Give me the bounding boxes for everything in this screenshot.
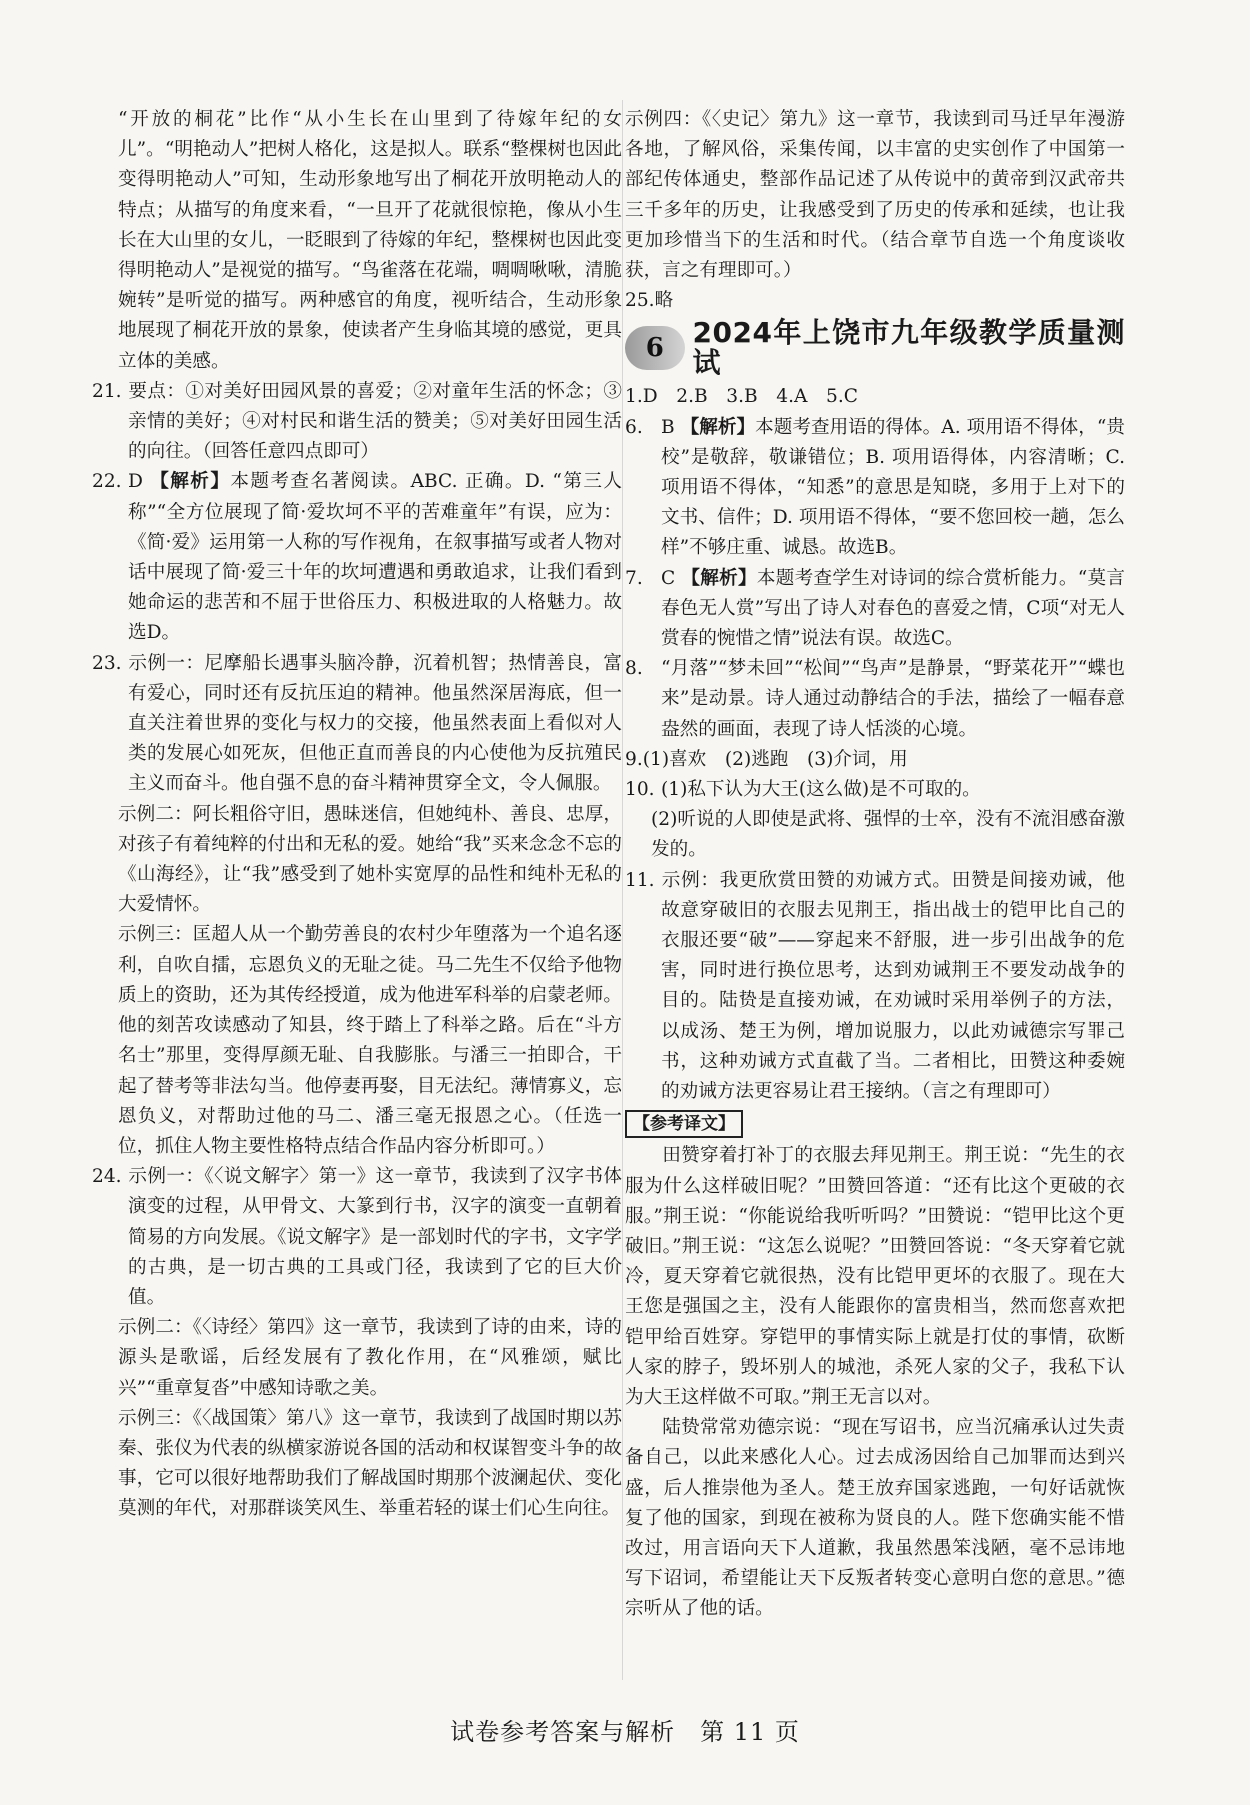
- left-column: [92, 105, 622, 1525]
- answer-25: 25.略: [625, 290, 674, 312]
- answer-23-example-2: 示例二：阿长粗俗守旧，愚昧迷信，但她纯朴、善良、忠厚，对孩子有着纯粹的付出和无私的爱。她给“我”买来念念不忘的《山海经》，让“我”感受到了她朴实宽厚的品性和纯朴无私的大爱情怀。: [118, 803, 622, 916]
- q20-continuation: “开放的桐花”比作“从小生长在山里到了待嫁年纪的女儿”。“明艳动人”把树人格化，这是拟人。联系“整棵树也因此变得明艳动人”可知，生动形象地写出了桐花开放明艳动人的特点；从描写的角度来看，“一旦开了花就很惊艳，像从小生长在大山里的女儿，一眨眼到了待嫁的年纪，整棵树也因此变得明艳动人”是视觉的描写。“鸟雀落在花端，啁啁啾啾，清脆婉转”是听觉的描写。两种感官的角度，视听结合，生动形象地展现了桐花开放的景象，使读者产生身临其境的感觉，更具立体的美感。: [118, 109, 622, 372]
- column-divider: [622, 100, 623, 1680]
- answer-10-part-2: (2)听说的人即使是武将、强悍的士卒，没有不流泪感奋激发的。: [651, 809, 1125, 861]
- answer-23-example-3: 示例三：匡超人从一个勤劳善良的农村少年堕落为一个追名逐利，自吹自擂，忘恩负义的无耻之徒。马二先生不仅给予他物质上的资助，还为其传经授道，成为他进军科举的启蒙老师。他的刻苦攻读感动了知县，终于踏上了科举之路。后在“斗方名士”那里，变得厚颜无耻、自我膨胀。与潘三一拍即合，干起了替考等非法勾当。他停妻再娶，目无法纪。薄情寡义，忘恩负义，对帮助过他的马二、潘三毫无报恩之心。（任选一位，抓住人物主要性格特点结合作品内容分析即可。）: [118, 924, 622, 1157]
- analysis-tag: 【解析】: [150, 471, 231, 493]
- answer-9: 9.(1)喜欢 (2)逃跑 (3)介词，用: [625, 748, 908, 770]
- section-number-badge: 6: [625, 326, 685, 370]
- section-title: 2024年上饶市九年级教学质量测试: [692, 316, 1125, 380]
- answer-23: 23. 示例一：尼摩船长遇事头脑冷静，沉着机智；热情善良，富有爱心，同时还有反抗压迫的精神。他虽然深居海底，但一直关注着世界的变化与权力的交接，他虽然表面上看似对人类的发展心如死灰，但他正直而善良的内心使他为反抗殖民主义而奋斗。他自强不息的奋斗精神贯穿全文，令人佩服。: [92, 652, 622, 795]
- answer-24-example-2: 示例二：《〈诗经〉第四》这一章节，我读到了诗的由来，诗的源头是歌谣，后经发展有了教化作用，在“风雅颂，赋比兴”“重章复沓”中感知诗歌之美。: [118, 1317, 622, 1399]
- translation-paragraph-2: 陆贽常常劝德宗说：“现在写诏书，应当沉痛承认过失责备自己，以此来感化人心。过去成汤因给自己加罪而达到兴盛，后人推崇他为圣人。楚王放弃国家逃跑，一句好话就恢复了他的国家，到现在被称为贤良的人。陛下您确实能不惜改过，用言语向天下人道歉，我虽然愚笨浅陋，毫不忌讳地写下诏词，希望能让天下反叛者转变心意明白您的意思。”德宗听从了他的话。: [625, 1417, 1125, 1620]
- page-footer: 试卷参考答案与解析 第 11 页: [450, 1718, 800, 1746]
- answer-24-example-4: 示例四：《〈史记〉第九》这一章节，我读到司马迁早年漫游各地，了解风俗，采集传闻，以丰富的史实创作了中国第一部纪传体通史，整部作品记述了从传说中的黄帝到汉武帝共三千多年的历史，让我感受到了历史的传承和延续，也让我更加珍惜当下的生活和时代。（结合章节自选一个角度谈收获，言之有理即可。）: [625, 109, 1125, 282]
- answer-11: 11. 示例：我更欣赏田赞的劝诫方式。田赞是间接劝诫，他故意穿破旧的衣服去见荆王，指出战士的铠甲比自己的衣服还要“破”——穿起来不舒服，进一步引出战争的危害，同时进行换位思考，达到劝诫荆王不要发动战争的目的。陆贽是直接劝诫，在劝诫时采用举例子的方法，以成汤、楚王为例，增加说服力，以此劝诫德宗写罪己书，这种劝诫方式直截了当。二者相比，田赞这种委婉的劝诫方法更容易让君王接纳。（言之有理即可）: [625, 869, 1125, 1103]
- answer-6: 6. B 【解析】本题考查用语的得体。A. 项用语不得体，“贵校”是敬辞，敬谦错位；B. 项用语得体，内容清晰；C. 项用语不得体，“知悉”的意思是知晓，多用于上对下的文书、信件；D. 项用语不得体，“要不您回校一趟，怎么样”不够庄重、诚恳。故选B。: [625, 416, 1125, 559]
- section-heading: [625, 316, 1125, 380]
- analysis-tag: 【解析】: [681, 567, 757, 589]
- answer-24-example-3: 示例三：《〈战国策〉第八》这一章节，我读到了战国时期以苏秦、张仪为代表的纵横家游说各国的活动和权谋智变斗争的故事，它可以很好地帮助我们了解战国时期那个波澜起伏、变化莫测的年代，对那群谈笑风生、举重若轻的谋士们心生向往。: [118, 1407, 622, 1520]
- answer-24: 24. 示例一：《〈说文解字〉第一》这一章节，我读到了汉字书体演变的过程，从甲骨文、大篆到行书，汉字的演变一直朝着简易的方向发展。《说文解字》是一部划时代的字书，文字学的古典，是一切古典的工具或门径，我读到了它的巨大价值。: [92, 1166, 622, 1308]
- reference-translation-label: 【参考译文】: [625, 1110, 743, 1138]
- translation-paragraph-1: 田赞穿着打补丁的衣服去拜见荆王。荆王说：“先生的衣服为什么这样破旧呢？”田赞回答道：“还有比这个更破的衣服。”荆王说：“你能说给我听听吗？”田赞说：“铠甲比这个更破旧。”荆王说：“这怎么说呢？”田赞回答说：“冬天穿着它就冷，夏天穿着它就很热，没有比铠甲更坏的衣服了。现在大王您是强国之主，没有人能跟你的富贵相当，然而您喜欢把铠甲给百姓穿。穿铠甲的事情实际上就是打仗的事情，砍断人家的脖子，毁坏别人的城池，杀死人家的父子，我私下认为大王这样做不可取。”荆王无言以对。: [625, 1145, 1125, 1408]
- answer-10: 10. (1)私下认为大王(这么做)是不可取的。: [625, 779, 981, 801]
- answer-21: 21. 要点：①对美好田园风景的喜爱；②对童年生活的怀念；③亲情的美好；④对村民和谐生活的赞美；⑤对美好田园生活的向往。（回答任意四点即可）: [92, 380, 622, 463]
- answer-7: 7. C 【解析】本题考查学生对诗词的综合赏析能力。“莫言春色无人赏”写出了诗人对春色的喜爱之情，C项“对无人赏春的惋惜之情”说法有误。故选C。: [625, 567, 1125, 650]
- right-column: [625, 105, 1125, 1625]
- answer-8: 8. “月落”“梦未回”“松间”“鸟声”是静景，“野菜花开”“蝶也来”是动景。诗人通过动静结合的手法，描绘了一幅春意盎然的画面，表现了诗人恬淡的心境。: [625, 658, 1125, 740]
- answer-22: 22. D 【解析】本题考查名著阅读。ABC. 正确。D. “第三人称”“全方位展现了简·爱坎坷不平的苦难童年”有误，应为：《简·爱》运用第一人称的写作视角，在叙事描写或者人物对话中展现了简·爱三十年的坎坷遭遇和勇敢追求，让我们看到她命运的悲苦和不屈于世俗压力、积极进取的人格魅力。故选D。: [92, 471, 622, 644]
- answers-1-5: 1.D 2.B 3.B 4.A 5.C: [625, 386, 858, 408]
- analysis-tag: 【解析】: [680, 416, 756, 438]
